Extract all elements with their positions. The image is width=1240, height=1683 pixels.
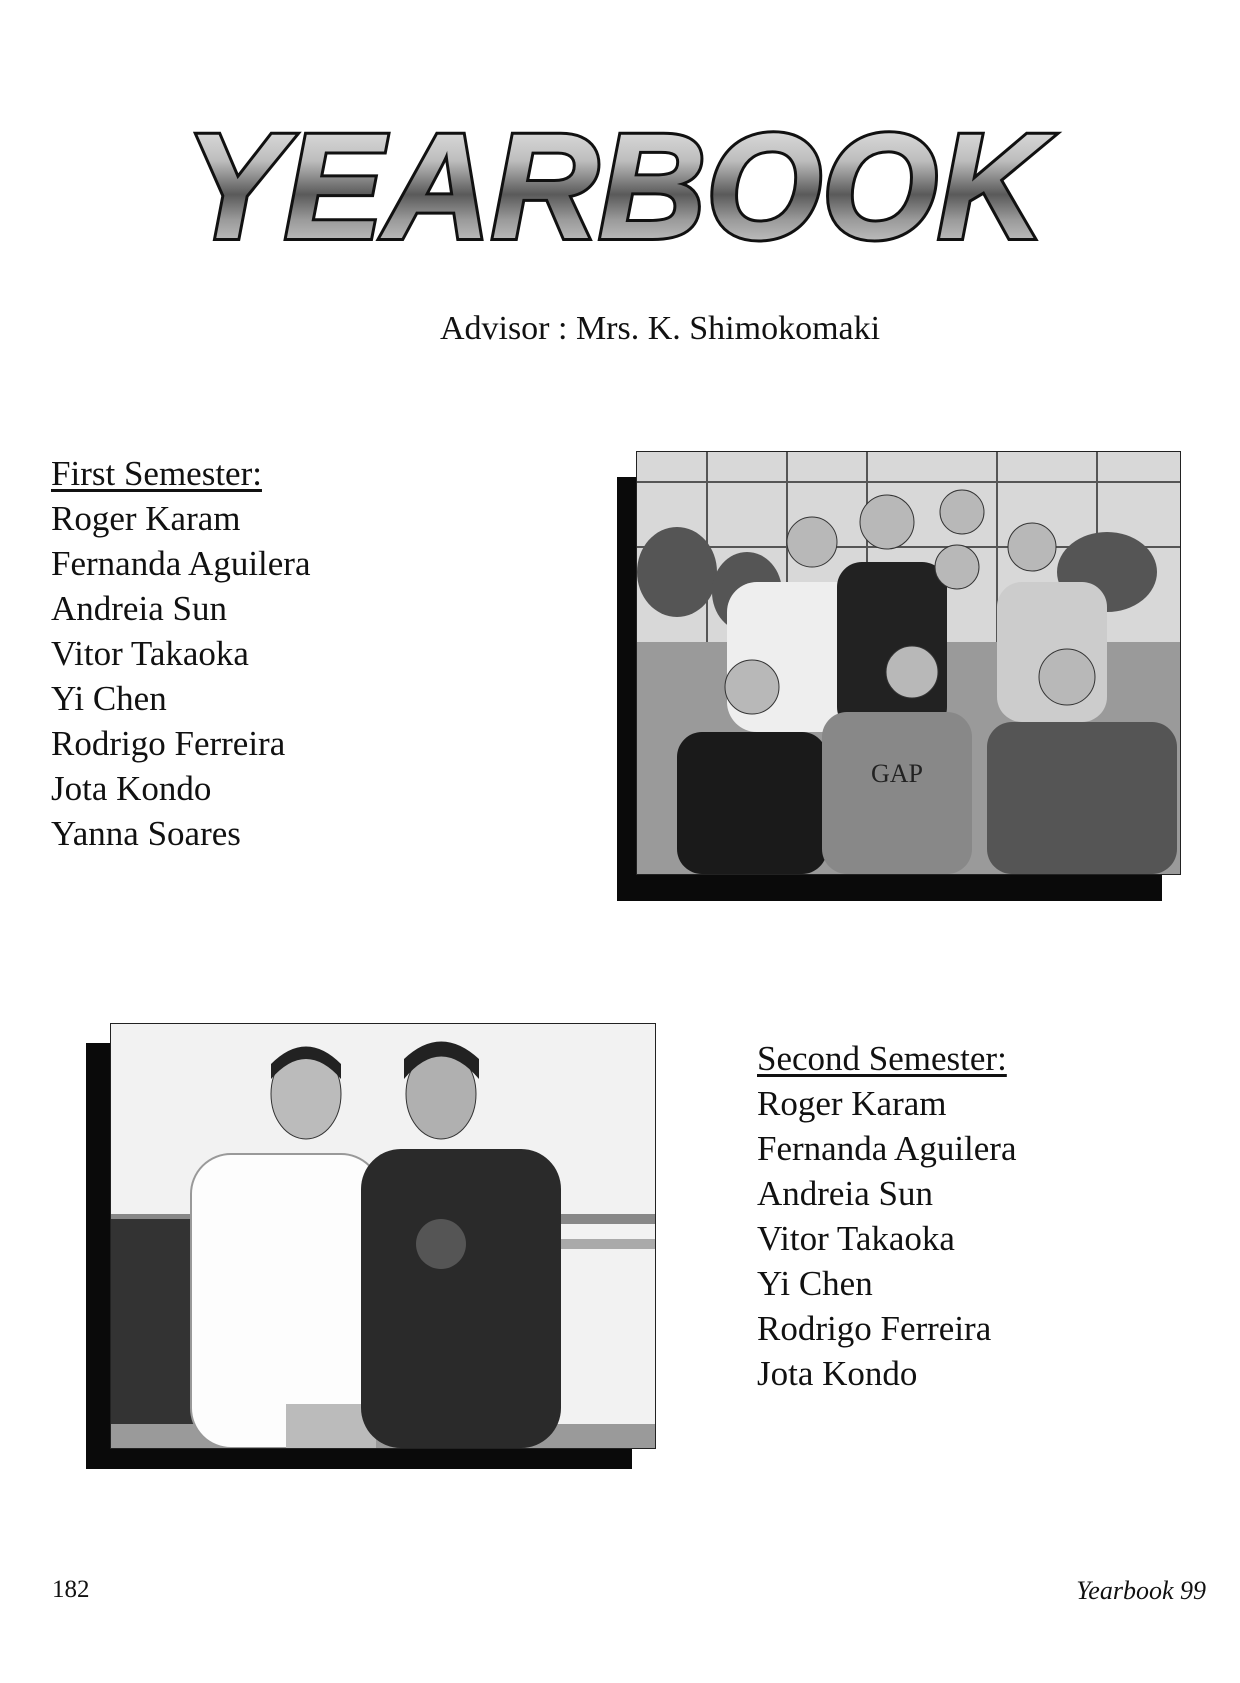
roster-name: Yanna Soares [51, 814, 241, 853]
publication-footer: Yearbook 99 [1076, 1576, 1206, 1605]
roster-name: Rodrigo Ferreira [51, 724, 286, 763]
page-title: YEARBOOK [185, 118, 1055, 268]
roster-name: Jota Kondo [51, 769, 212, 808]
yearbook-title-logo [165, 118, 1065, 268]
roster-name: Yi Chen [757, 1264, 873, 1303]
duo-photo-image [111, 1024, 655, 1448]
roster-name: Fernanda Aguilera [51, 544, 311, 583]
photo-frame [110, 1023, 656, 1449]
roster-name: Andreia Sun [757, 1174, 933, 1213]
roster-name: Yi Chen [51, 679, 167, 718]
second-semester-heading: Second Semester: [757, 1039, 1007, 1078]
first-semester-roster [51, 451, 311, 856]
second-semester-photo [86, 1023, 656, 1469]
first-semester-group-photo [617, 451, 1181, 901]
photo-frame [636, 451, 1181, 875]
roster-name: Andreia Sun [51, 589, 227, 628]
group-photo-image [637, 452, 1180, 874]
roster-name: Rodrigo Ferreira [757, 1309, 992, 1348]
second-semester-roster [757, 1036, 1017, 1396]
roster-name: Jota Kondo [757, 1354, 918, 1393]
roster-name: Fernanda Aguilera [757, 1129, 1017, 1168]
roster-name: Vitor Takaoka [51, 634, 249, 673]
roster-name: Vitor Takaoka [757, 1219, 955, 1258]
page-number: 182 [52, 1576, 90, 1603]
advisor-line: Advisor : Mrs. K. Shimokomaki [439, 310, 881, 347]
roster-name: Roger Karam [757, 1084, 947, 1123]
roster-name: Roger Karam [51, 499, 241, 538]
shirt-logo: GAP [870, 759, 924, 788]
first-semester-heading: First Semester: [51, 454, 262, 493]
